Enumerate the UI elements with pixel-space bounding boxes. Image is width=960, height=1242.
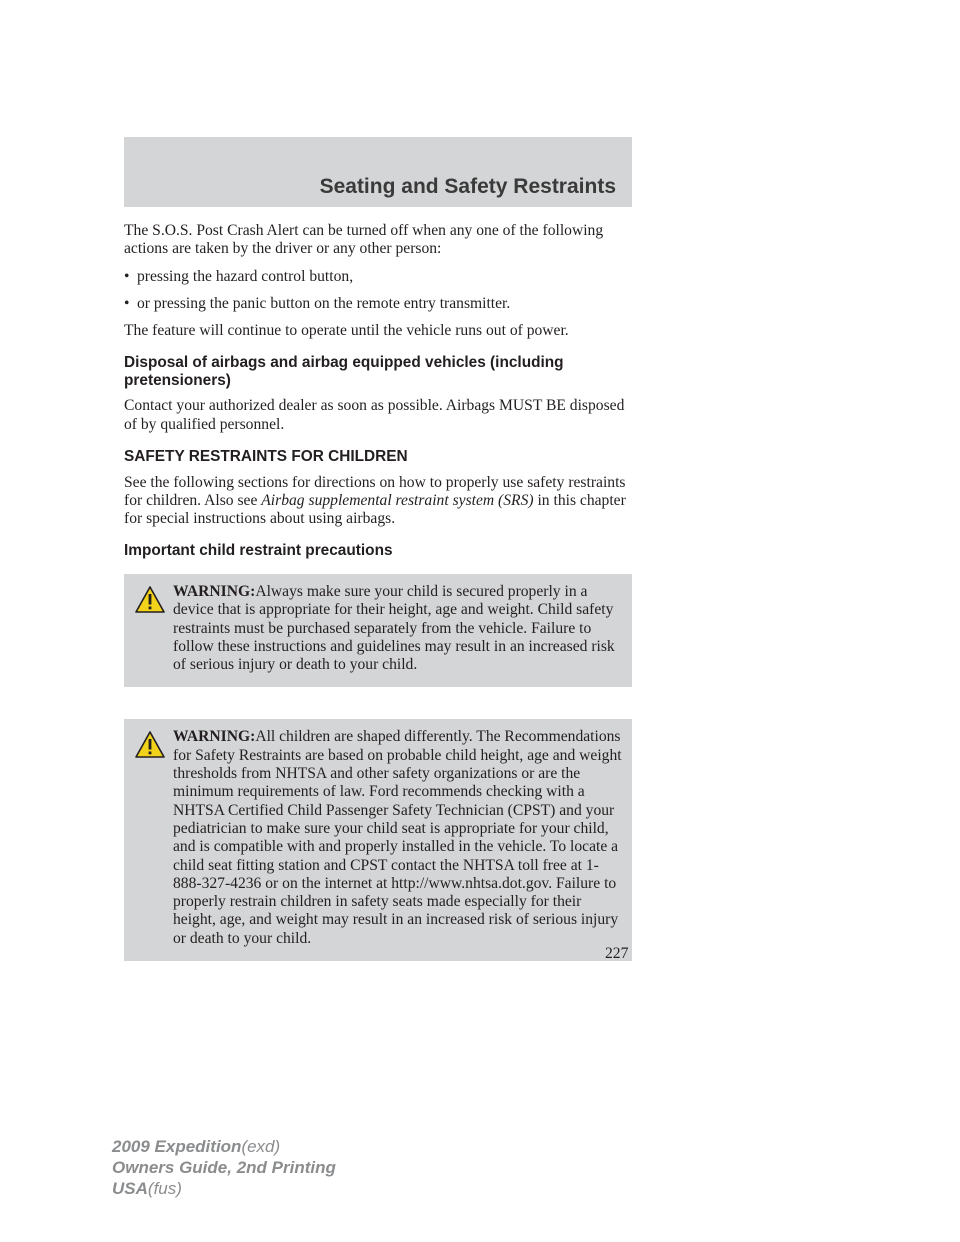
footer-line	[112, 1136, 336, 1157]
list-item	[124, 295, 632, 313]
bullet-icon: •	[124, 267, 130, 285]
list-item-text: or pressing the panic button on the remote entry transmitter.	[137, 294, 511, 312]
footer-line	[112, 1178, 336, 1199]
page-content	[124, 222, 632, 961]
footer-imprint	[112, 1136, 336, 1199]
warning-triangle-icon	[134, 730, 166, 759]
intro-paragraph: The S.O.S. Post Crash Alert can be turned off when any one of the following actions are taken by the driver or any other person:	[124, 222, 604, 258]
children-heading: SAFETY RESTRAINTS FOR CHILDREN	[124, 448, 408, 466]
children-text-after: in this chapter for special instructions about using airbags.	[124, 491, 626, 528]
page-number: 227	[605, 945, 629, 962]
bullet-icon: •	[124, 294, 130, 312]
section-header-band	[124, 137, 632, 207]
warning-box	[124, 574, 632, 687]
disposal-heading: Disposal of airbags and airbag equipped vehicles (including pretensioners)	[124, 354, 564, 389]
warning-text	[130, 728, 626, 948]
list-item-text: pressing the hazard control button,	[137, 267, 354, 285]
warning-body: Always make sure your child is secured properly in a device that is appropriate for their height, age and weight. Child safety restraints must be purchased separately from the vehicle. Failure to follow these instructions and guidelines may result in an increased risk of serious injury or death to your child.	[173, 582, 615, 674]
children-paragraph	[124, 474, 632, 529]
footer-line	[112, 1157, 336, 1178]
cross-reference: Airbag supplemental restraint system (SRS)	[261, 491, 534, 509]
warning-label: WARNING:	[173, 582, 256, 600]
precautions-heading: Important child restraint precautions	[124, 542, 393, 560]
warning-triangle-icon	[134, 585, 166, 614]
warning-body: All children are shaped differently. The Recommendations for Safety Restraints are based on probable child height, age and weight thresholds from NHTSA and other safety organizations or are the minimum requirements of law. Ford recommends checking with a NHTSA Certified Child Passenger Safety Technician (CPST) and your pediatrician to make sure your child seat is appropriate for your child, and is compatible with and properly installed in the vehicle. To locate a child seat fitting station and CPST contact the NHTSA toll free at 1-888-327-4236 or on the internet at http://www.nhtsa.dot.gov. Failure to properly restrain children in safety seats made especially for their height, age, and weight may result in an increased risk of serious injury or death to your child.	[173, 728, 622, 947]
continue-paragraph: The feature will continue to operate until the vehicle runs out of power.	[124, 322, 569, 340]
children-text-before: See the following sections for directions on how to properly use safety restraints for children. Also see	[124, 473, 626, 509]
warning-label: WARNING:	[173, 728, 256, 746]
list-item	[124, 268, 632, 286]
footer-market: USA	[112, 1179, 148, 1198]
footer-printing: Owners Guide, 2nd Printing	[112, 1158, 336, 1177]
footer-model-code: (exd)	[241, 1137, 281, 1156]
footer-market-code: (fus)	[147, 1179, 182, 1198]
footer-model: 2009 Expedition	[112, 1137, 242, 1156]
warning-text	[130, 583, 626, 674]
section-title: Seating and Safety Restraints	[319, 175, 616, 198]
warning-box	[124, 719, 632, 961]
disposal-paragraph: Contact your authorized dealer as soon as possible. Airbags MUST BE disposed of by qualified personnel.	[124, 397, 625, 433]
